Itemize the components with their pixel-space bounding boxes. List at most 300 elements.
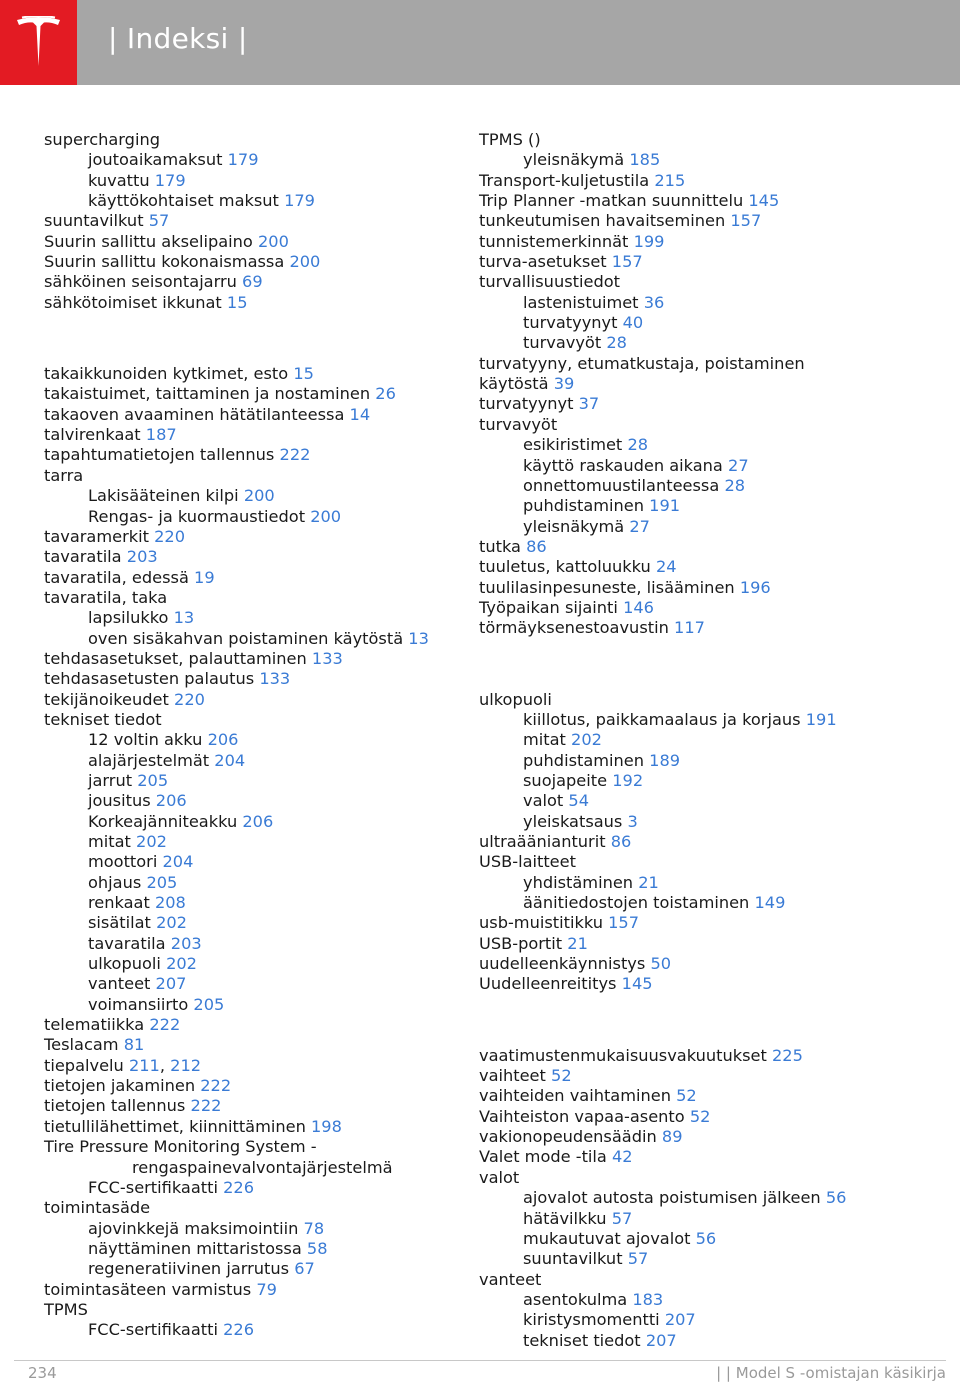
entry-term: valot (479, 1167, 520, 1187)
entry-term: sisätilat (88, 913, 151, 933)
index-subentry (44, 852, 464, 872)
index-entry (479, 1066, 949, 1086)
index-column-left (44, 130, 464, 1341)
page-link[interactable]: 204 (214, 750, 246, 770)
page-link[interactable]: 187 (145, 425, 177, 445)
section-gap (44, 313, 464, 364)
index-subentry (44, 873, 464, 893)
index-subentry (44, 832, 464, 852)
index-subentry (479, 456, 949, 476)
entry-term: renkaat (88, 893, 150, 913)
page-link[interactable]: 202 (571, 730, 602, 750)
entry-term: telematiikka (44, 1015, 145, 1035)
page-link[interactable]: 56 (695, 1228, 717, 1248)
entry-term: onnettomuustilanteessa (523, 475, 720, 495)
page-link[interactable]: 52 (551, 1066, 572, 1086)
index-subentry (479, 496, 949, 516)
entry-term: ajovalot autosta poistumisen jälkeen (523, 1188, 821, 1208)
index-subentry (44, 934, 464, 954)
page-link[interactable]: 15 (293, 364, 314, 384)
index-subentry (479, 710, 949, 730)
index-entry (44, 252, 464, 272)
index-subentry (479, 771, 949, 791)
index-entry (479, 130, 949, 150)
page-link[interactable]: 222 (279, 445, 311, 465)
entry-term: lastenistuimet (523, 292, 639, 312)
index-entry (44, 1096, 464, 1116)
entry-term: vakionopeudensäädin (479, 1127, 657, 1147)
index-entry (479, 598, 949, 618)
entry-term: kiillotus, paikkamaalaus ja korjaus (523, 709, 801, 729)
index-subentry (479, 893, 949, 913)
index-subentry (479, 435, 949, 455)
index-entry (479, 252, 949, 272)
page-link[interactable]: 200 (258, 231, 289, 251)
page-link[interactable]: 191 (649, 496, 681, 516)
page-link[interactable]: 196 (739, 577, 771, 597)
page-link[interactable]: 157 (730, 211, 762, 231)
page-link[interactable]: 199 (633, 231, 665, 251)
entry-term: tavaramerkit (44, 526, 149, 546)
page-link[interactable]: 215 (654, 170, 686, 190)
entry-term: yleiskatsaus (523, 811, 623, 831)
entry-term: Tire Pressure Monitoring System - (44, 1137, 317, 1157)
index-subentry (479, 1249, 949, 1269)
index-subentry (44, 150, 464, 170)
page-link[interactable]: 149 (754, 893, 786, 913)
page-link[interactable]: 200 (289, 252, 321, 272)
index-entry (479, 578, 949, 598)
entry-term: mitat (523, 730, 566, 750)
entry-term: suuntavilkut (523, 1249, 623, 1269)
index-entry (479, 618, 949, 638)
entry-term: vaihteiden vaihtaminen (479, 1086, 671, 1106)
entry-term: rengaspainevalvontajärjestelmä (132, 1157, 393, 1177)
page-link[interactable]: 133 (259, 669, 291, 689)
entry-term: Suurin sallittu akselipaino (44, 231, 253, 251)
entry-term: turva-asetukset (479, 252, 607, 272)
entry-term: yleisnäkymä (523, 150, 625, 170)
index-entry (479, 974, 949, 994)
index-subentry (44, 608, 464, 628)
entry-term: ulkopuoli (88, 954, 161, 974)
index-entry (479, 171, 949, 191)
index-entry (479, 272, 949, 292)
page-link[interactable]: 206 (207, 730, 239, 750)
entry-term: USB-portit (479, 933, 563, 953)
entry-term: yhdistäminen (523, 872, 634, 892)
page-link[interactable]: 211 (128, 1055, 160, 1075)
page-link[interactable]: 220 (154, 526, 186, 546)
index-entry (44, 568, 464, 588)
index-entry (479, 1270, 949, 1290)
entry-term: puhdistaminen (523, 496, 645, 516)
index-entry (44, 405, 464, 425)
page-link[interactable]: 117 (674, 618, 705, 638)
index-entry (479, 374, 949, 394)
page-link[interactable]: 86 (526, 536, 547, 556)
entry-term: USB-laitteet (479, 852, 576, 872)
footer-divider (14, 1360, 946, 1361)
index-entry (44, 710, 464, 730)
section-gap (479, 639, 949, 690)
page-link[interactable]: 179 (284, 191, 315, 211)
page-link[interactable]: 28 (627, 435, 649, 455)
page-link[interactable]: 202 (136, 832, 167, 851)
entry-term: tekniset tiedot (523, 1330, 641, 1350)
page-link[interactable]: 21 (567, 933, 588, 953)
entry-term: käyttö raskauden aikana (523, 455, 723, 475)
section-gap (479, 995, 949, 1046)
index-subentry (479, 1229, 949, 1249)
entry-term: mukautuvat ajovalot (523, 1228, 691, 1248)
page-link[interactable]: 203 (170, 933, 202, 953)
page-link[interactable]: 203 (126, 547, 158, 567)
index-subentry (479, 333, 949, 353)
index-entry (479, 1046, 949, 1066)
entry-term: puhdistaminen (523, 750, 645, 770)
entry-term: Vaihteiston vapaa-asento (479, 1106, 685, 1126)
page-link[interactable]: 179 (227, 150, 259, 170)
page-link[interactable]: 52 (689, 1106, 711, 1126)
index-entry (479, 1147, 949, 1167)
page-link[interactable]: 157 (611, 252, 643, 272)
index-subentry (44, 913, 464, 933)
index-entry (479, 1107, 949, 1127)
page-link[interactable]: 57 (148, 211, 170, 231)
entry-term: 12 voltin akku (88, 730, 203, 750)
entry-term: äänitiedostojen toistaminen (523, 893, 750, 913)
index-subentry (44, 191, 464, 211)
entry-term: hätävilkku (523, 1208, 607, 1228)
entry-term: yleisnäkymä (523, 516, 625, 536)
entry-term: tietojen jakaminen (44, 1076, 196, 1096)
page-link[interactable]: 15 (226, 292, 248, 312)
page-link[interactable]: 185 (629, 150, 661, 170)
index-subentry (479, 751, 949, 771)
page-link[interactable]: 27 (629, 516, 650, 536)
entry-term: vanteet (88, 974, 151, 994)
entry-term: kuvattu (88, 170, 150, 190)
index-entry (44, 1117, 464, 1137)
page-link[interactable]: 205 (193, 994, 225, 1014)
index-subentry (44, 1158, 464, 1178)
index-subentry (44, 893, 464, 913)
index-subentry (479, 791, 949, 811)
index-subentry (479, 313, 949, 333)
page-link[interactable]: 52 (676, 1086, 697, 1106)
page-link[interactable]: 14 (349, 404, 371, 424)
page-link[interactable]: 146 (623, 597, 654, 617)
entry-term: ulkopuoli (479, 689, 552, 709)
entry-term: sähköinen seisontajarru (44, 272, 237, 292)
index-entry (44, 1198, 464, 1218)
index-subentry (479, 476, 949, 496)
entry-term: turvavyöt (479, 414, 558, 434)
entry-term: tapahtumatietojen tallennus (44, 445, 275, 465)
index-subentry (44, 771, 464, 791)
entry-term: ohjaus (88, 872, 142, 892)
entry-term: tehdasasetusten palautus (44, 669, 255, 689)
page-link[interactable]: 24 (655, 557, 677, 577)
page-link[interactable]: 19 (194, 567, 215, 587)
page-link[interactable]: 222 (200, 1076, 232, 1096)
entry-term: tavaratila, edessä (44, 567, 189, 587)
index-entry (44, 527, 464, 547)
entry-term: turvallisuustiedot (479, 272, 620, 292)
index-subentry (44, 507, 464, 527)
entry-term: vanteet (479, 1269, 542, 1289)
entry-term: valot (523, 791, 564, 811)
index-entry: tiepalvelu 211, 212 (44, 1055, 202, 1075)
entry-term: Työpaikan sijainti (479, 597, 618, 617)
index-entry (479, 557, 949, 577)
entry-term: regeneratiivinen jarrutus (88, 1259, 290, 1279)
index-entry (479, 1127, 949, 1147)
page-link[interactable]: 28 (724, 475, 746, 495)
page-link[interactable]: 26 (375, 384, 396, 404)
page-link[interactable]: 133 (311, 648, 343, 668)
page-link[interactable]: 198 (311, 1116, 342, 1136)
entry-term: esikiristimet (523, 435, 623, 455)
entry-term: tarra (44, 465, 84, 485)
entry-term: jousitus (88, 791, 151, 811)
entry-term: toimintasäde (44, 1198, 151, 1218)
page-link[interactable]: 189 (649, 750, 681, 770)
entry-term: asentokulma (523, 1289, 628, 1309)
page-link[interactable]: 220 (174, 689, 205, 709)
entry-term: takaikkunoiden kytkimet, esto (44, 364, 289, 384)
index-subentry (44, 1219, 464, 1239)
page-link[interactable]: 3 (627, 811, 638, 831)
index-entry (44, 649, 464, 669)
index-entry (479, 415, 949, 435)
index-entry (44, 272, 464, 292)
index-subentry (44, 1239, 464, 1259)
entry-term: tekijänoikeudet (44, 689, 169, 709)
entry-term: joutoaikamaksut (88, 150, 223, 170)
page-link[interactable]: 58 (306, 1238, 328, 1258)
index-entry (479, 1086, 949, 1106)
entry-term: TPMS (44, 1299, 88, 1319)
index-entry (44, 364, 464, 384)
entry-term: Uudelleenreititys (479, 974, 617, 994)
entry-term: moottori (88, 852, 158, 872)
index-subentry (44, 1259, 464, 1279)
entry-term: käytöstä (479, 374, 549, 394)
page-link[interactable]: 89 (661, 1127, 683, 1147)
index-subentry (44, 486, 464, 506)
page-link[interactable]: 202 (156, 913, 187, 933)
entry-term: supercharging (44, 130, 160, 149)
entry-term: tietojen tallennus (44, 1096, 186, 1116)
index-subentry (44, 1320, 464, 1340)
page-link[interactable]: 205 (137, 770, 169, 790)
index-entry (44, 1015, 464, 1035)
index-entry (479, 852, 949, 872)
entry-term: tehdasasetukset, palauttaminen (44, 648, 307, 668)
index-subentry (479, 517, 949, 537)
index-entry (479, 394, 949, 414)
index-subentry (479, 1290, 949, 1310)
index-entry (44, 1035, 464, 1055)
page-link[interactable]: 179 (154, 170, 186, 190)
index-entry (479, 211, 949, 231)
page-link[interactable]: 81 (123, 1035, 145, 1055)
index-subentry (44, 730, 464, 750)
index-subentry (44, 954, 464, 974)
entry-term: Transport-kuljetustila (479, 170, 650, 190)
page-link[interactable]: 206 (155, 791, 187, 811)
index-entry (44, 445, 464, 465)
page-link[interactable]: 36 (643, 292, 665, 312)
entry-term: turvatyynyt (523, 313, 618, 333)
index-subentry (479, 293, 949, 313)
index-entry (44, 690, 464, 710)
page-link[interactable]: 145 (748, 191, 780, 211)
page-link[interactable]: 183 (632, 1289, 664, 1309)
page-link[interactable]: 28 (606, 333, 627, 353)
page-link[interactable]: 192 (612, 770, 644, 790)
page-link[interactable]: 27 (728, 455, 749, 475)
entry-term: näyttäminen mittaristossa (88, 1238, 302, 1258)
index-subentry (44, 629, 464, 649)
entry-term: lapsilukko (88, 608, 169, 628)
page-link[interactable]: 222 (149, 1015, 181, 1035)
page-link[interactable]: 13 (173, 608, 195, 628)
page-link[interactable]: 37 (578, 394, 600, 414)
entry-term: TPMS () (479, 130, 541, 149)
entry-term: tekniset tiedot (44, 709, 162, 729)
entry-term: ajovinkkejä maksimointiin (88, 1218, 299, 1238)
entry-term: vaatimustenmukaisuusvakuutukset (479, 1045, 767, 1065)
entry-term: FCC-sertifikaatti (88, 1320, 218, 1340)
entry-term: voimansiirto (88, 994, 189, 1014)
index-subentry (479, 1209, 949, 1229)
entry-term: oven sisäkahvan poistaminen käytöstä (88, 628, 404, 648)
tesla-logo-icon (15, 16, 62, 68)
page-link[interactable]: 225 (771, 1045, 803, 1065)
page-link[interactable]: 207 (155, 974, 187, 994)
entry-term: Valet mode -tila (479, 1147, 607, 1167)
entry-term: uudelleenkäynnistys (479, 954, 646, 974)
page-link[interactable]: 208 (154, 893, 186, 913)
entry-term: käyttökohtaiset maksut (88, 191, 279, 211)
index-entry (44, 588, 464, 608)
entry-term: törmäyksenestoavustin (479, 618, 669, 638)
page-link[interactable]: 222 (190, 1096, 222, 1116)
page-link[interactable]: 204 (162, 852, 194, 872)
page-link[interactable]: 202 (166, 954, 197, 974)
page-link[interactable]: 50 (650, 954, 672, 974)
page-title: | Indeksi | (108, 22, 248, 55)
entry-term: mitat (88, 832, 131, 851)
entry-term: FCC-sertifikaatti (88, 1177, 218, 1197)
page-link[interactable]: 78 (303, 1218, 325, 1238)
page-link[interactable]: 40 (622, 313, 644, 333)
entry-term: usb-muistitikku (479, 913, 603, 933)
page-link[interactable]: 39 (553, 374, 575, 394)
index-entry (44, 130, 464, 150)
index-entry (479, 690, 949, 710)
entry-term: vaihteet (479, 1066, 546, 1086)
page-link[interactable]: 21 (638, 872, 659, 892)
page-link[interactable]: 145 (621, 974, 653, 994)
index-entry (479, 913, 949, 933)
index-entry (44, 1280, 464, 1300)
page-link[interactable]: 206 (242, 811, 274, 831)
index-entry (44, 384, 464, 404)
page-link[interactable]: 67 (294, 1259, 315, 1279)
index-subentry (479, 873, 949, 893)
entry-term: turvavyöt (523, 333, 602, 353)
entry-term: suuntavilkut (44, 211, 144, 231)
page-link[interactable]: 200 (243, 486, 275, 506)
entry-term: tuuletus, kattoluukku (479, 557, 651, 577)
entry-term: Korkeajänniteakku (88, 811, 238, 831)
entry-term: suojapeite (523, 770, 608, 790)
page-link[interactable]: 57 (627, 1249, 649, 1269)
page-link[interactable]: 212 (170, 1055, 202, 1075)
index-entry (479, 1168, 949, 1188)
entry-term: sähkötoimiset ikkunat (44, 292, 222, 312)
entry-term: takaoven avaaminen hätätilanteessa (44, 404, 345, 424)
page-link[interactable]: 207 (664, 1310, 696, 1330)
entry-term: turvatyynyt (479, 394, 574, 414)
index-entry (44, 547, 464, 567)
entry-term: kiristysmomentti (523, 1310, 660, 1330)
entry-term: Lakisääteinen kilpi (88, 486, 239, 506)
page-link[interactable]: 205 (146, 872, 178, 892)
page-link[interactable]: 226 (223, 1320, 255, 1340)
page-link[interactable]: 42 (612, 1147, 633, 1167)
index-column-right (479, 130, 949, 1351)
index-entry (479, 954, 949, 974)
index-entry (44, 232, 464, 252)
entry-term: tunkeutumisen havaitseminen (479, 211, 726, 231)
page-link[interactable]: 226 (223, 1177, 255, 1197)
page-link[interactable]: 86 (610, 832, 632, 851)
entry-term: tavaratila (44, 547, 122, 567)
index-subentry (479, 150, 949, 170)
index-entry (44, 425, 464, 445)
page-link[interactable]: 79 (256, 1279, 277, 1299)
page-link[interactable]: 56 (825, 1188, 847, 1208)
index-subentry (44, 751, 464, 771)
page-link[interactable]: 200 (310, 506, 342, 526)
entry-term: tavaratila (88, 933, 166, 953)
page-link[interactable]: 57 (611, 1208, 633, 1228)
tesla-logo-block (0, 0, 77, 85)
index-subentry (44, 995, 464, 1015)
page-link[interactable]: 191 (805, 709, 837, 729)
entry-term: Rengas- ja kuormaustiedot (88, 506, 306, 526)
page-link[interactable]: 157 (608, 913, 640, 933)
entry-term: talvirenkaat (44, 425, 141, 445)
index-subentry (44, 1178, 464, 1198)
entry-term: tutka (479, 536, 521, 556)
entry-term: Trip Planner -matkan suunnittelu (479, 191, 744, 211)
footer-document-title: | | Model S -omistajan käsikirja (716, 1364, 946, 1382)
page-link[interactable]: 54 (568, 791, 590, 811)
page-link[interactable]: 69 (242, 272, 263, 292)
index-entry (44, 1137, 464, 1157)
page-link[interactable]: 13 (408, 628, 429, 648)
page-link[interactable]: 207 (645, 1330, 677, 1350)
entry-term: tiepalvelu (44, 1055, 124, 1075)
index-entry (479, 537, 949, 557)
entry-term: tietullilähettimet, kiinnittäminen (44, 1116, 306, 1136)
